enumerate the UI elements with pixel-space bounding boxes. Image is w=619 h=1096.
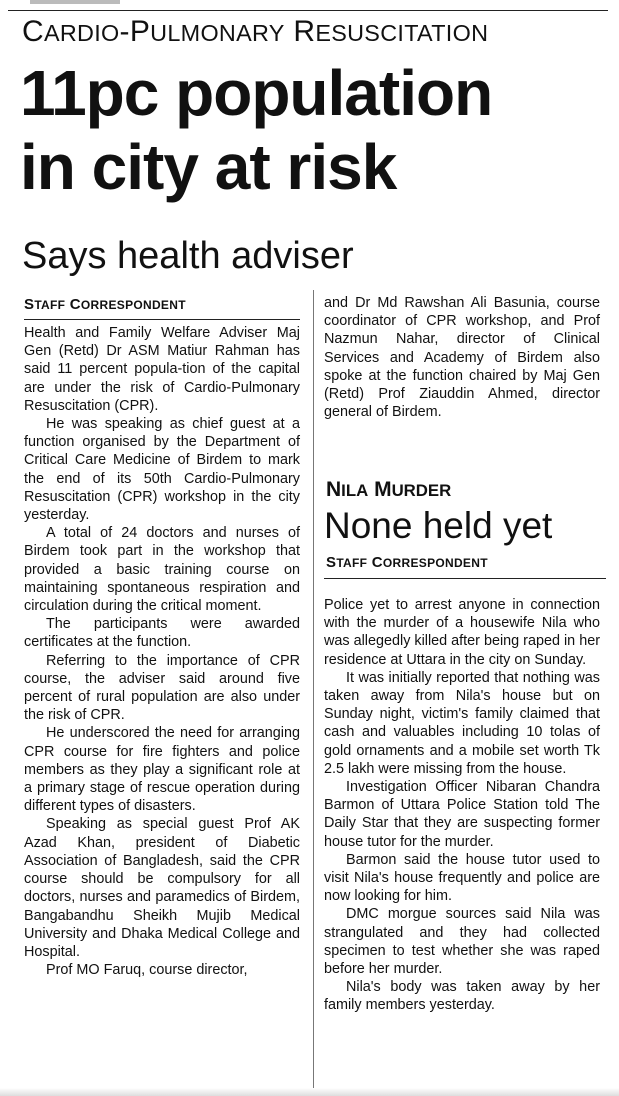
article1-paragraph: Referring to the importance of CPR course, the adviser said around five percent of rural population are also under the risk of CPR. <box>24 652 300 724</box>
article1-kicker: CARDIO-PULMONARY RESUSCITATION <box>22 15 489 48</box>
article2-paragraph: Nila's body was taken away by her family members yesterday. <box>324 979 600 1014</box>
article1-paragraph: He underscored the need for arranging CPR course for fire fighters and police members as they play a significant role at a primary stage of rescue operation during different types of disasters. <box>24 725 300 815</box>
article1-headline <box>20 56 612 204</box>
article1-byline: STAFF CORRESPONDENT <box>24 296 186 313</box>
article2-byline: STAFF CORRESPONDENT <box>326 554 488 571</box>
article1-deck: Says health adviser <box>22 235 354 277</box>
article2-kicker: NILA MURDER <box>326 478 452 501</box>
article1-paragraph-continued: and Dr Md Rawshan Ali Basunia, course coordinator of CPR workshop, and Prof Nazmun Nahar, director of Clinical Services and Academy of Birdem also spoke at the function chaired by Maj Gen (Retd) Prof Ziauddin Ahmed, director general of Birdem. <box>324 295 600 421</box>
top-rule <box>8 10 608 11</box>
article1-paragraph: Speaking as special guest Prof AK Azad Khan, president of Diabetic Association of Bangladesh, said the CPR course should be compulsory for all doctors, nurses and paramedics of Birdem, Bangabandhu Sheikh Mujib Medical University and Dhaka Medical College and Hospital. <box>24 816 300 960</box>
article2-column <box>324 596 600 1015</box>
article1-paragraph: The participants were awarded certificates at the function. <box>24 616 300 651</box>
clipping-edge-mark <box>30 0 120 4</box>
article1-paragraph: He was speaking as chief guest at a function organised by the Department of Critical Care Medicine of Birdem to mark the end of its 50th Cardio-Pulmonary Resuscitation (CPR) workshop in the city yesterday. <box>24 416 300 524</box>
article2-headline: None held yet <box>324 505 553 546</box>
article1-left-column <box>24 324 300 979</box>
column-divider <box>313 290 314 1090</box>
article2-paragraph: Investigation Officer Nibaran Chandra Barmon of Uttara Police Station told The Daily Star that they are suspecting former house tutor for the murder. <box>324 779 600 850</box>
article2-paragraph: Barmon said the house tutor used to visit Nila's house frequently and police are now looking for him. <box>324 851 600 905</box>
article1-headline-line1: 11pc population <box>20 57 493 129</box>
article2-paragraph: DMC morgue sources said Nila was strangulated and they had collected specimen to test whether she was raped before her murder. <box>324 906 600 978</box>
article2-paragraph: It was initially reported that nothing was taken away from Nila's house but on Sunday night, victim's family claimed that cash and valuables including 10 tolas of gold ornaments and a mobile set worth Tk 2.5 lakh were missing from the house. <box>324 669 600 777</box>
page-bottom-edge <box>0 1088 619 1096</box>
article2-paragraph: Police yet to arrest anyone in connection with the murder of a housewife Nila who was allegedly killed after being raped in her residence at Uttara in the city on Sunday. <box>324 597 600 668</box>
article1-paragraph: A total of 24 doctors and nurses of Birdem took part in the workshop that provided a basic training course on maintaining spontaneous respiration and circulation during the critical moment. <box>24 525 300 615</box>
article1-headline-line2: in city at risk <box>20 131 397 203</box>
article2-byline-rule <box>324 578 606 579</box>
article1-byline-rule <box>24 319 300 320</box>
article1-paragraph: Health and Family Welfare Adviser Maj Gen (Retd) Dr ASM Matiur Rahman has said 11 percent popula-tion of the capital are under the risk of Cardio-Pulmonary Resuscitation (CPR). <box>24 325 300 414</box>
article1-paragraph: Prof MO Faruq, course director, <box>46 962 248 979</box>
article1-continued-column <box>324 294 600 421</box>
